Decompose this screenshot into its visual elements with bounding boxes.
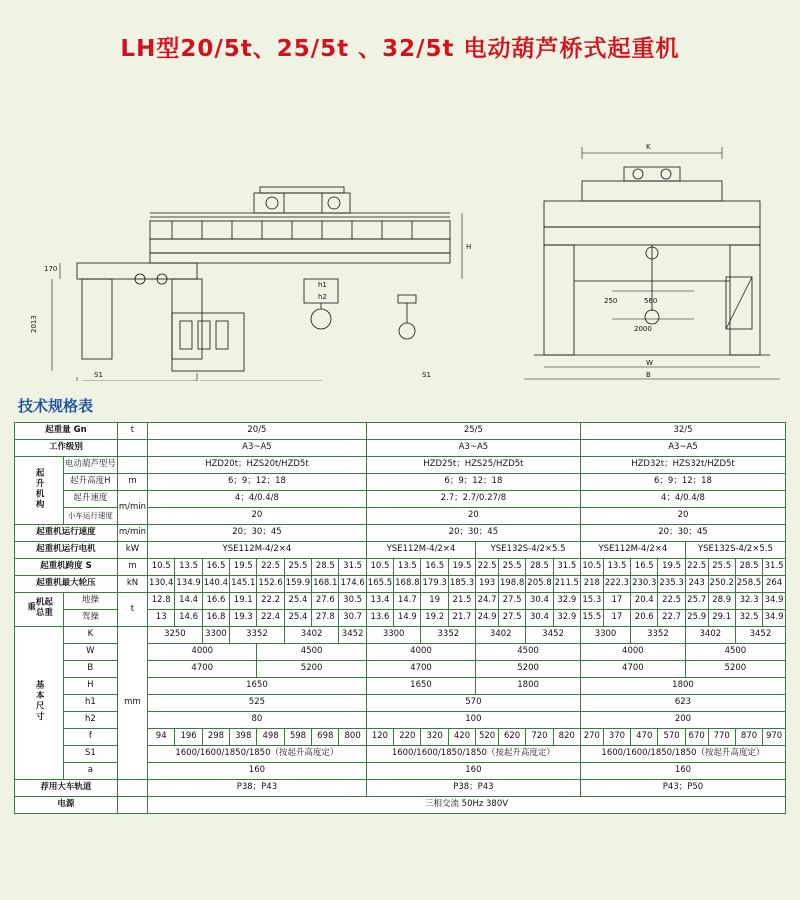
wheel-pressure-value-0: 130.4 — [148, 576, 175, 593]
span-value-9: 13.5 — [394, 559, 421, 576]
H-value-2-0: 1800 — [580, 678, 785, 695]
span-value-8: 10.5 — [366, 559, 393, 576]
span-value-10: 16.5 — [421, 559, 448, 576]
dim-label-h2: h2 — [318, 293, 327, 301]
trolley-speed-20-5: 20 — [148, 508, 367, 525]
weight-ground-value-13: 27.5 — [498, 593, 525, 610]
row-label-h1: h1 — [63, 695, 117, 712]
B-value-0-1: 5200 — [257, 661, 366, 678]
power-value: 三相交流 50Hz 380V — [148, 797, 786, 814]
row-label-power: 电源 — [15, 797, 118, 814]
wheel-pressure-value-1: 134.9 — [175, 576, 202, 593]
travel-speed-25-5: 20；30；45 — [366, 525, 580, 542]
hoist-model-32-5: HZD32t；HZS32t/HZD5t — [580, 457, 785, 474]
lift-speed-32-5: 4；4/0.4/8 — [580, 491, 785, 508]
capacity-25-5: 25/5 — [366, 423, 580, 440]
span-value-14: 28.5 — [526, 559, 553, 576]
K-value-0-1: 3300 — [202, 627, 229, 644]
weight-cab-value-7: 30.7 — [339, 610, 366, 627]
K-value-1-2: 3402 — [476, 627, 526, 644]
weight-ground-value-8: 13.4 — [366, 593, 393, 610]
wheel-pressure-value-19: 235.3 — [658, 576, 685, 593]
weight-cab-value-22: 32.5 — [735, 610, 762, 627]
table-row — [15, 525, 786, 542]
table-row — [15, 593, 786, 610]
section-title: 技术规格表 — [18, 397, 94, 415]
weight-cab-value-9: 14.9 — [394, 610, 421, 627]
row-unit-capacity: t — [117, 423, 147, 440]
span-value-2: 16.5 — [202, 559, 229, 576]
K-value-0-4: 3452 — [339, 627, 366, 644]
lift-height-25-5: 6；9；12；18 — [366, 474, 580, 491]
span-value-12: 22.5 — [476, 559, 499, 576]
wheel-pressure-value-5: 159.9 — [284, 576, 311, 593]
a-25-5: 160 — [366, 763, 580, 780]
left-elevation-drawing — [22, 81, 492, 381]
f-value-4: 498 — [257, 729, 284, 746]
W-value-1-0: 4000 — [366, 644, 475, 661]
row-label-trolley-speed: 小车运行速度 — [63, 508, 117, 525]
f-value-12: 520 — [476, 729, 499, 746]
wheel-pressure-value-17: 222.3 — [603, 576, 630, 593]
span-value-0: 10.5 — [148, 559, 175, 576]
weight-ground-value-16: 15.3 — [580, 593, 603, 610]
wheel-pressure-value-14: 205.8 — [526, 576, 553, 593]
row-label-a: a — [63, 763, 117, 780]
f-value-21: 770 — [708, 729, 735, 746]
wheel-pressure-value-20: 243 — [685, 576, 708, 593]
wheel-pressure-value-6: 168.1 — [312, 576, 339, 593]
weight-cab-value-16: 15.5 — [580, 610, 603, 627]
f-value-18: 470 — [631, 729, 658, 746]
table-row — [15, 559, 786, 576]
weight-cab-value-17: 17 — [603, 610, 630, 627]
B-value-1-1: 5200 — [476, 661, 581, 678]
weight-ground-value-18: 20.4 — [631, 593, 658, 610]
weight-ground-value-11: 21.5 — [448, 593, 475, 610]
row-label-f: f — [63, 729, 117, 746]
span-value-22: 28.5 — [735, 559, 762, 576]
weight-cab-value-21: 29.1 — [708, 610, 735, 627]
row-unit-wheel-pressure: kN — [117, 576, 147, 593]
f-value-5: 598 — [284, 729, 311, 746]
row-label-weight-ground: 地操 — [63, 593, 117, 610]
hoist-model-20-5: HZD20t；HZS20t/HZD5t — [148, 457, 367, 474]
dim-label-250: 250 — [604, 297, 618, 305]
table-row — [15, 423, 786, 440]
row-unit-travel-motor: kW — [117, 542, 147, 559]
h1-value-2-0: 623 — [580, 695, 785, 712]
travel-speed-20-5: 20；30；45 — [148, 525, 367, 542]
K-value-0-3: 3402 — [284, 627, 339, 644]
row-label-W: W — [63, 644, 117, 661]
row-label-B: B — [63, 661, 117, 678]
K-value-1-3: 3452 — [526, 627, 581, 644]
weight-ground-value-14: 30.4 — [526, 593, 553, 610]
weight-cab-value-0: 13 — [148, 610, 175, 627]
weight-cab-value-10: 19.2 — [421, 610, 448, 627]
h2-value-2-0: 200 — [580, 712, 785, 729]
K-value-0-2: 3352 — [230, 627, 285, 644]
dim-label-W: W — [646, 359, 653, 367]
dim-label-2000: 2000 — [634, 325, 652, 333]
f-value-3: 398 — [230, 729, 257, 746]
H-value-1-0: 1650 — [366, 678, 475, 695]
weight-ground-value-5: 25.4 — [284, 593, 311, 610]
table-row — [15, 457, 786, 474]
row-label-S1: S1 — [63, 746, 117, 763]
span-value-20: 22.5 — [685, 559, 708, 576]
lift-height-32-5: 6；9；12；18 — [580, 474, 785, 491]
wheel-pressure-value-16: 218 — [580, 576, 603, 593]
travel-motor-20-5: YSE112M-4/2×4 — [148, 542, 367, 559]
trolley-speed-32-5: 20 — [580, 508, 785, 525]
K-value-1-1: 3352 — [421, 627, 476, 644]
B-value-2-0: 4700 — [580, 661, 685, 678]
wheel-pressure-value-10: 179.3 — [421, 576, 448, 593]
weight-ground-value-20: 25.7 — [685, 593, 708, 610]
wheel-pressure-value-11: 185.3 — [448, 576, 475, 593]
B-value-2-1: 5200 — [685, 661, 785, 678]
wheel-pressure-value-21: 250.2 — [708, 576, 735, 593]
weight-cab-value-15: 32.9 — [553, 610, 580, 627]
weight-ground-value-15: 32.9 — [553, 593, 580, 610]
span-value-6: 28.5 — [312, 559, 339, 576]
travel-motor-32-5-b: YSE132S-4/2×5.5 — [685, 542, 785, 559]
span-value-3: 19.5 — [230, 559, 257, 576]
weight-cab-value-20: 25.9 — [685, 610, 708, 627]
weight-cab-value-19: 22.7 — [658, 610, 685, 627]
weight-cab-value-3: 19.3 — [230, 610, 257, 627]
weight-cab-value-5: 25.4 — [284, 610, 311, 627]
span-value-7: 31.5 — [339, 559, 366, 576]
weight-ground-value-4: 22.2 — [257, 593, 284, 610]
dim-label-B: B — [646, 371, 651, 379]
dim-label-2013: 2013 — [30, 315, 38, 333]
a-32-5: 160 — [580, 763, 785, 780]
row-label-span: 起重机跨度 S — [15, 559, 118, 576]
dim-label-H: H — [466, 243, 472, 251]
table-row — [15, 797, 786, 814]
span-value-11: 19.5 — [448, 559, 475, 576]
row-unit-speed: m/min — [117, 491, 147, 525]
f-value-19: 570 — [658, 729, 685, 746]
table-row — [15, 474, 786, 491]
table-row — [15, 627, 786, 644]
row-unit-travel-speed: m/min — [117, 525, 147, 542]
row-unit-span: m — [117, 559, 147, 576]
span-value-23: 31.5 — [763, 559, 786, 576]
right-end-view-drawing — [504, 81, 800, 381]
row-label-weight-cab: 驾操 — [63, 610, 117, 627]
duty-20-5: A3~A5 — [148, 440, 367, 457]
drawings-area — [14, 81, 786, 381]
dim-label-560: 560 — [644, 297, 658, 305]
weight-ground-value-6: 27.6 — [312, 593, 339, 610]
row-unit-rail — [117, 780, 147, 797]
weight-cab-value-13: 27.5 — [498, 610, 525, 627]
span-value-18: 16.5 — [631, 559, 658, 576]
f-value-20: 670 — [685, 729, 708, 746]
row-label-capacity: 起重量 Gn — [15, 423, 118, 440]
table-row — [15, 542, 786, 559]
f-value-1: 196 — [175, 729, 202, 746]
hoist-model-25-5: HZD25t；HZS25/HZD5t — [366, 457, 580, 474]
weight-cab-value-14: 30.4 — [526, 610, 553, 627]
span-value-4: 22.5 — [257, 559, 284, 576]
s1-32-5: 1600/1600/1850/1850（按起升高度定） — [580, 746, 785, 763]
span-value-13: 25.5 — [498, 559, 525, 576]
f-value-0: 94 — [148, 729, 175, 746]
row-label-duty: 工作级别 — [15, 440, 118, 457]
B-value-0-0: 4700 — [148, 661, 257, 678]
B-value-1-0: 4700 — [366, 661, 475, 678]
span-value-21: 25.5 — [708, 559, 735, 576]
travel-speed-32-5: 20；30；45 — [580, 525, 785, 542]
wheel-pressure-value-4: 152.6 — [257, 576, 284, 593]
wheel-pressure-value-15: 211.5 — [553, 576, 580, 593]
H-value-1-1: 1800 — [476, 678, 581, 695]
weight-ground-value-0: 12.8 — [148, 593, 175, 610]
W-value-2-0: 4000 — [580, 644, 685, 661]
K-value-2-0: 3300 — [580, 627, 630, 644]
weight-cab-value-12: 24.9 — [476, 610, 499, 627]
weight-cab-value-11: 21.7 — [448, 610, 475, 627]
f-value-16: 270 — [580, 729, 603, 746]
weight-ground-value-10: 19 — [421, 593, 448, 610]
a-20-5: 160 — [148, 763, 367, 780]
row-unit-hoist-model — [117, 457, 147, 474]
row-label-travel-speed: 起重机运行速度 — [15, 525, 118, 542]
row-label-rail: 荐用大车轨道 — [15, 780, 118, 797]
weight-cab-value-8: 13.6 — [366, 610, 393, 627]
h1-value-0-0: 525 — [148, 695, 367, 712]
K-value-2-2: 3402 — [685, 627, 735, 644]
W-value-0-0: 4000 — [148, 644, 257, 661]
row-label-wheel-pressure: 起重机最大轮压 — [15, 576, 118, 593]
group-label-lifting: 起升机构 — [15, 457, 64, 525]
lift-speed-20-5: 4；4/0.4/8 — [148, 491, 367, 508]
row-unit-dims: mm — [117, 627, 147, 780]
row-label-lift-speed: 起升速度 — [63, 491, 117, 508]
wheel-pressure-value-7: 174.6 — [339, 576, 366, 593]
f-value-14: 720 — [526, 729, 553, 746]
duty-25-5: A3~A5 — [366, 440, 580, 457]
K-value-2-3: 3452 — [735, 627, 785, 644]
page-title: LH型20/5t、25/5t 、32/5t 电动葫芦桥式起重机 — [120, 36, 680, 62]
weight-cab-value-4: 22.4 — [257, 610, 284, 627]
lift-height-20-5: 6；9；12；18 — [148, 474, 367, 491]
f-value-2: 298 — [202, 729, 229, 746]
table-row — [15, 576, 786, 593]
weight-ground-value-23: 34.9 — [763, 593, 786, 610]
f-value-10: 320 — [421, 729, 448, 746]
K-value-1-0: 3300 — [366, 627, 421, 644]
rail-32-5: P43；P50 — [580, 780, 785, 797]
span-value-19: 19.5 — [658, 559, 685, 576]
weight-ground-value-1: 14.4 — [175, 593, 202, 610]
dim-label-K: K — [646, 143, 651, 151]
capacity-20-5: 20/5 — [148, 423, 367, 440]
K-value-0-0: 3250 — [148, 627, 203, 644]
weight-ground-value-7: 30.5 — [339, 593, 366, 610]
rail-20-5: P38；P43 — [148, 780, 367, 797]
table-row — [15, 440, 786, 457]
lift-speed-25-5: 2.7；2.7/0.27/8 — [366, 491, 580, 508]
weight-ground-value-2: 16.6 — [202, 593, 229, 610]
weight-ground-value-19: 22.5 — [658, 593, 685, 610]
wheel-pressure-value-2: 140.4 — [202, 576, 229, 593]
dim-label-s1-right: S1 — [422, 371, 431, 379]
dim-label-h1: h1 — [318, 281, 327, 289]
travel-motor-32-5-a: YSE112M-4/2×4 — [580, 542, 685, 559]
dim-label-s1-left: S1 — [94, 371, 103, 379]
f-value-15: 820 — [553, 729, 580, 746]
s1-20-5: 1600/1600/1850/1850（按起升高度定） — [148, 746, 367, 763]
rail-25-5: P38；P43 — [366, 780, 580, 797]
wheel-pressure-value-8: 165.5 — [366, 576, 393, 593]
weight-ground-value-17: 17 — [603, 593, 630, 610]
row-unit-weight: t — [117, 593, 147, 627]
group-label-basic-dims: 基本尺寸 — [15, 627, 64, 780]
weight-cab-value-1: 14.6 — [175, 610, 202, 627]
row-unit-power — [117, 797, 147, 814]
weight-ground-value-3: 19.1 — [230, 593, 257, 610]
wheel-pressure-value-13: 198.8 — [498, 576, 525, 593]
H-value-0-0: 1650 — [148, 678, 367, 695]
f-value-13: 620 — [498, 729, 525, 746]
weight-ground-value-22: 32.3 — [735, 593, 762, 610]
f-value-11: 420 — [448, 729, 475, 746]
h2-value-0-0: 80 — [148, 712, 367, 729]
wheel-pressure-value-23: 264 — [763, 576, 786, 593]
weight-ground-value-21: 28.9 — [708, 593, 735, 610]
row-label-hoist-model: 电动葫芦型号 — [63, 457, 117, 474]
span-value-17: 13.5 — [603, 559, 630, 576]
wheel-pressure-value-9: 168.8 — [394, 576, 421, 593]
table-row — [15, 780, 786, 797]
weight-ground-value-12: 24.7 — [476, 593, 499, 610]
f-value-17: 370 — [603, 729, 630, 746]
weight-cab-value-6: 27.8 — [312, 610, 339, 627]
table-row — [15, 491, 786, 508]
W-value-2-1: 4500 — [685, 644, 785, 661]
wheel-pressure-value-22: 258.5 — [735, 576, 762, 593]
wheel-pressure-value-18: 230.3 — [631, 576, 658, 593]
f-value-6: 698 — [312, 729, 339, 746]
row-label-K: K — [63, 627, 117, 644]
travel-motor-25-5-a: YSE112M-4/2×4 — [366, 542, 475, 559]
weight-ground-value-9: 14.7 — [394, 593, 421, 610]
group-label-total-weight: 起重机总重 — [15, 593, 64, 627]
capacity-32-5: 32/5 — [580, 423, 785, 440]
f-value-9: 220 — [394, 729, 421, 746]
weight-cab-value-18: 20.6 — [631, 610, 658, 627]
f-value-8: 120 — [366, 729, 393, 746]
row-label-H: H — [63, 678, 117, 695]
specification-table — [14, 422, 786, 814]
K-value-2-1: 3352 — [631, 627, 686, 644]
row-unit-duty — [117, 440, 147, 457]
travel-motor-25-5-b: YSE132S-4/2×5.5 — [476, 542, 581, 559]
f-value-7: 800 — [339, 729, 366, 746]
dim-label-170: 170 — [44, 265, 58, 273]
span-value-5: 25.5 — [284, 559, 311, 576]
weight-cab-value-23: 34.9 — [763, 610, 786, 627]
f-value-22: 870 — [735, 729, 762, 746]
W-value-1-1: 4500 — [476, 644, 581, 661]
row-label-lift-height: 起升高度H — [63, 474, 117, 491]
row-label-travel-motor: 起重机运行电机 — [15, 542, 118, 559]
row-unit-lift-height: m — [117, 474, 147, 491]
weight-cab-value-2: 16.8 — [202, 610, 229, 627]
row-label-h2: h2 — [63, 712, 117, 729]
wheel-pressure-value-3: 145.1 — [230, 576, 257, 593]
span-value-16: 10.5 — [580, 559, 603, 576]
W-value-0-1: 4500 — [257, 644, 366, 661]
trolley-speed-25-5: 20 — [366, 508, 580, 525]
h1-value-1-0: 570 — [366, 695, 580, 712]
duty-32-5: A3~A5 — [580, 440, 785, 457]
h2-value-1-0: 100 — [366, 712, 580, 729]
f-value-23: 970 — [763, 729, 786, 746]
span-value-1: 13.5 — [175, 559, 202, 576]
span-value-15: 31.5 — [553, 559, 580, 576]
wheel-pressure-value-12: 193 — [476, 576, 499, 593]
s1-25-5: 1600/1600/1850/1850（按起升高度定） — [366, 746, 580, 763]
